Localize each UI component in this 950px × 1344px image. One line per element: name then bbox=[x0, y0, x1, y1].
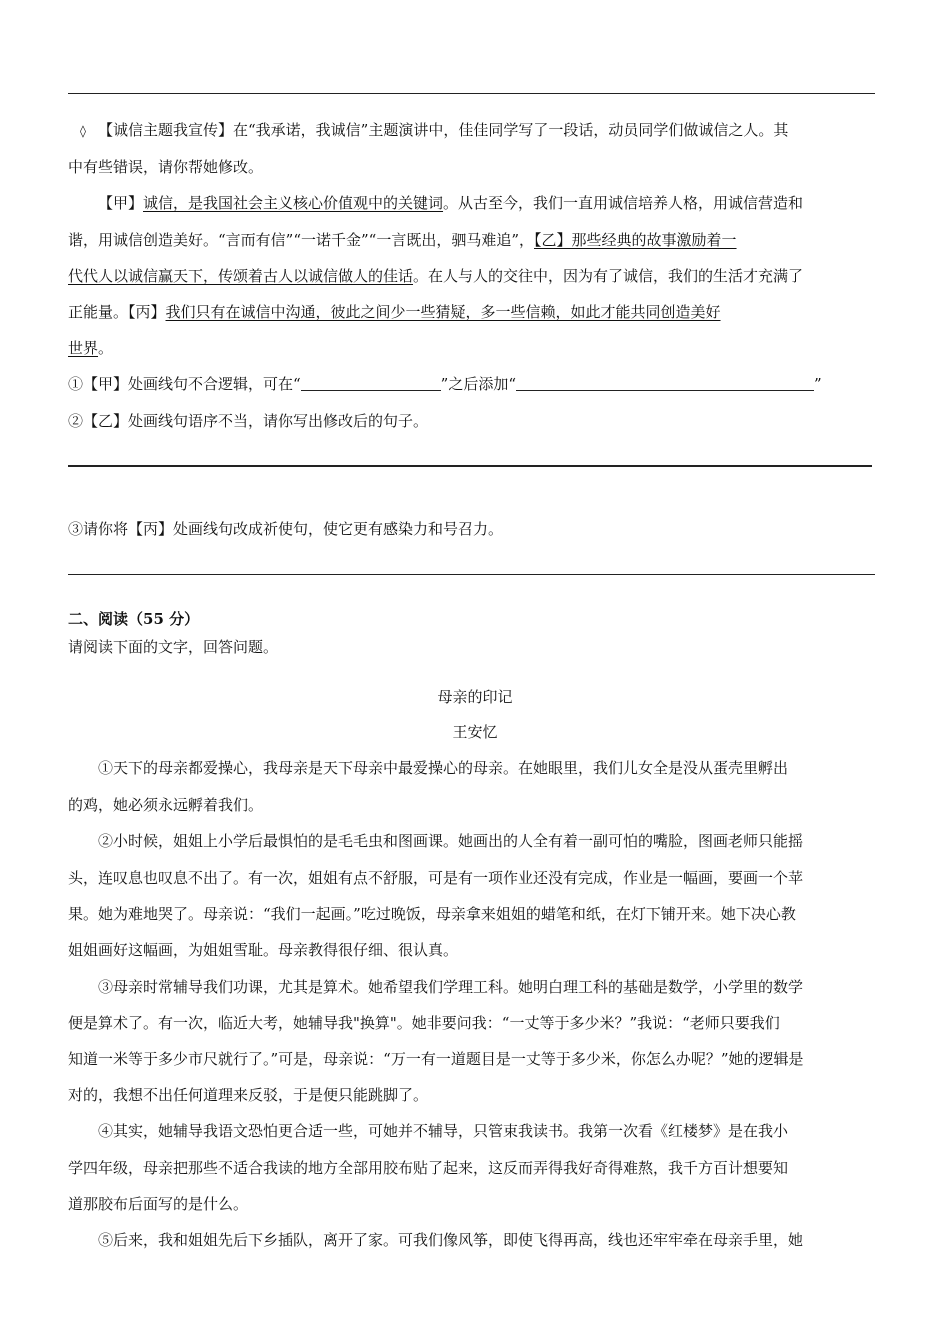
passage-line-5 bbox=[68, 337, 883, 359]
article-line bbox=[68, 1157, 883, 1179]
article-line bbox=[68, 1193, 883, 1215]
q7-intro-text-2: 中有些错误，请你帮她修改。 bbox=[68, 158, 264, 176]
article-line bbox=[98, 830, 883, 852]
article-line bbox=[98, 757, 883, 779]
article-line bbox=[98, 976, 883, 998]
article-line bbox=[68, 939, 883, 961]
article-line bbox=[98, 1229, 883, 1251]
sub-question-2 bbox=[68, 410, 883, 432]
article-line-text: 便是算术了。有一次，临近大考，她辅导我"换算"。她非要问我：“一丈等于多少米？”我说：“老师只要我们 bbox=[68, 1014, 780, 1032]
article-line bbox=[68, 903, 883, 925]
underlined-sentence-bing: 我们只有在诚信中沟通，彼此之间少一些猜疑，多一些信赖，如此才能共同创造美好 bbox=[165, 303, 721, 321]
answer-blank-2[interactable] bbox=[516, 374, 814, 391]
passage-text: 谐，用诚信创造美好。“言而有信”“一诺千金”“一言既出，驷马难追”， bbox=[68, 231, 535, 249]
article-line bbox=[68, 867, 883, 889]
article-line-text: 学四年级，母亲把那些不适合我读的地方全部用胶布贴了起来，这反而弄得我好奇得难熬，我千方百计想要知 bbox=[68, 1159, 789, 1177]
passage-line-1 bbox=[98, 192, 883, 214]
article-line-text: 道那胶布后面写的是什么。 bbox=[68, 1195, 249, 1213]
section-instruction bbox=[68, 636, 883, 658]
article-author-text: 王安忆 bbox=[452, 723, 498, 741]
article-line bbox=[98, 1120, 883, 1142]
answer-line-2[interactable] bbox=[68, 465, 872, 467]
article-line-text: ③母亲时常辅导我们功课，尤其是算术。她希望我们学理工科。她明白理工科的基础是数学，小学里的数学 bbox=[98, 978, 804, 996]
underlined-sentence-yi-cont: 代代人以诚信赢天下，传颂着古人以诚信做人的佳话 bbox=[68, 267, 414, 285]
mark-jia: 【甲】 bbox=[98, 194, 144, 212]
article-line bbox=[68, 794, 883, 816]
diamond-bullet-icon: ◊ bbox=[80, 124, 86, 138]
article-title-text: 母亲的印记 bbox=[437, 688, 513, 706]
top-divider bbox=[68, 93, 875, 94]
article-line bbox=[68, 1012, 883, 1034]
sub-question-3-text: ③请你将【丙】处画线句改成祈使句，使它更有感染力和号召力。 bbox=[68, 520, 504, 538]
passage-line-2 bbox=[68, 229, 883, 251]
article-line-text: ①天下的母亲都爱操心，我母亲是天下母亲中最爱操心的母亲。在她眼里，我们儿女全是没从蛋壳里孵出 bbox=[98, 759, 789, 777]
article-line-text: ⑤后来，我和姐姐先后下乡插队，离开了家。可我们像风筝，即使飞得再高，线也还牢牢牵在母亲手里，她 bbox=[98, 1231, 804, 1249]
article-line-text: 姐姐画好这幅画，为姐姐雪耻。母亲教得很仔细、很认真。 bbox=[68, 941, 459, 959]
article-line-text: 知道一米等于多少市尺就行了。”可是，母亲说：“万一有一道题目是一丈等于多少米，你怎么办呢？”她的逻辑是 bbox=[68, 1050, 804, 1068]
passage-line-4 bbox=[68, 301, 883, 323]
article-line-text: 果。她为难地哭了。母亲说：“我们一起画。”吃过晚饭，母亲拿来姐姐的蜡笔和纸，在灯下铺开来。她下决心教 bbox=[68, 905, 796, 923]
article-line-text: 头，连叹息也叹息不出了。有一次，姐姐有点不舒服，可是有一项作业还没有完成，作业是一幅画，要画一个苹 bbox=[68, 869, 804, 887]
sub-question-3 bbox=[68, 518, 883, 540]
passage-text: 。在人与人的交往中，因为有了诚信，我们的生活才充满了 bbox=[413, 267, 804, 285]
q7-intro-line-2 bbox=[68, 156, 883, 178]
passage-text: 。 bbox=[98, 339, 114, 357]
sub-question-1-text-2: ”之后添加“ bbox=[440, 375, 517, 393]
section-heading-text: 二、阅读（55 分） bbox=[68, 610, 200, 628]
section-heading bbox=[68, 608, 883, 630]
sub-question-2-text: ②【乙】处画线句语序不当，请你写出修改后的句子。 bbox=[68, 412, 429, 430]
underlined-sentence-jia: 诚信，是我国社会主义核心价值观中的关键词 bbox=[143, 194, 444, 212]
q7-intro-line-1 bbox=[68, 119, 883, 142]
article-line-text: 对的，我想不出任何道理来反驳，于是便只能跳脚了。 bbox=[68, 1086, 429, 1104]
article-line bbox=[68, 1084, 883, 1106]
article-line-text: 的鸡，她必须永远孵着我们。 bbox=[68, 796, 264, 814]
article-author bbox=[0, 721, 950, 743]
passage-line-3 bbox=[68, 265, 883, 287]
answer-line-3[interactable] bbox=[68, 574, 875, 575]
sub-question-1-text: ①【甲】处画线句不合逻辑，可在“ bbox=[68, 375, 301, 393]
answer-blank-1[interactable] bbox=[301, 374, 441, 391]
sub-question-1-close: ” bbox=[814, 375, 822, 393]
underlined-sentence-bing-cont: 世界 bbox=[68, 339, 99, 357]
article-line-text: ②小时候，姐姐上小学后最惧怕的是毛毛虫和图画课。她画出的人全有着一副可怕的嘴脸，图画老师只能摇 bbox=[98, 832, 804, 850]
sub-question-1 bbox=[68, 373, 883, 395]
passage-text: 。从古至今，我们一直用诚信培养人格，用诚信营造和 bbox=[443, 194, 804, 212]
article-line bbox=[68, 1048, 883, 1070]
passage-text: 正能量。【丙】 bbox=[68, 303, 166, 321]
article-title bbox=[0, 686, 950, 708]
q7-intro-text: 【诚信主题我宣传】在“我承诺，我诚信”主题演讲中，佳佳同学写了一段话，动员同学们做诚信之人。其 bbox=[98, 121, 789, 139]
underlined-sentence-yi: 【乙】那些经典的故事激励着一 bbox=[534, 231, 737, 249]
article-line-text: ④其实，她辅导我语文恐怕更合适一些，可她并不辅导，只管束我读书。我第一次看《红楼梦》是在我小 bbox=[98, 1122, 789, 1140]
section-instruction-text: 请阅读下面的文字，回答问题。 bbox=[68, 638, 279, 656]
